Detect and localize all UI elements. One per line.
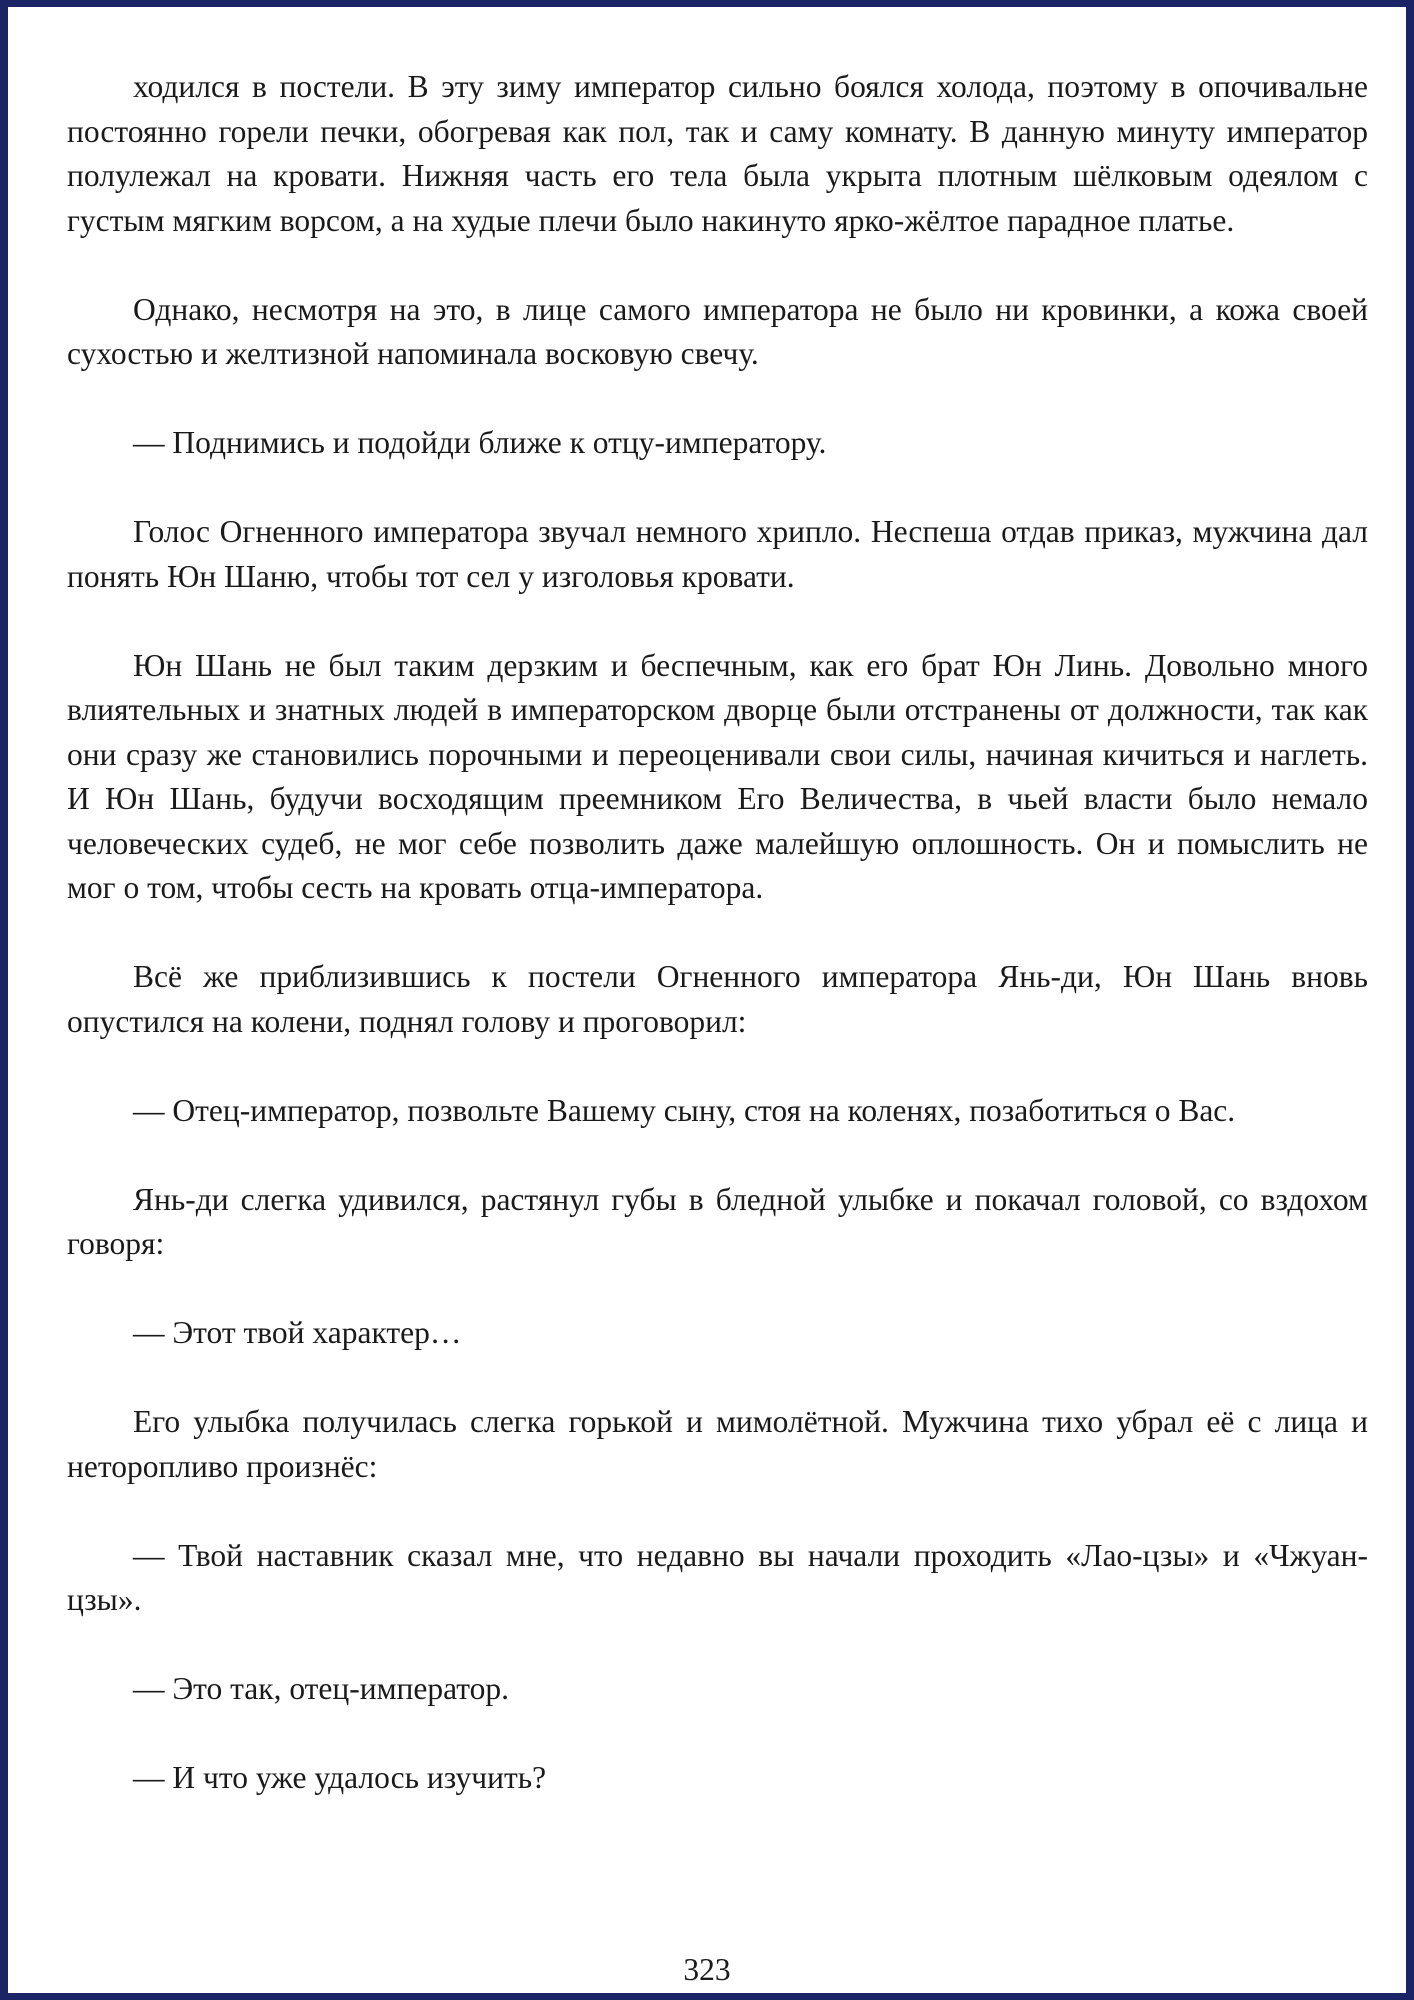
page-number: 323 <box>683 1952 731 1987</box>
dialogue-line: — Отец-император, позвольте Вашему сыну, стоя на коленях, позаботиться о Вас. <box>133 1092 1236 1128</box>
paragraph: Юн Шань не был таким дерзким и беспечным, как его брат Юн Линь. Довольно много влиятельных и знатных людей в императорском дворце были отстранены от должности, так как они сразу же становились порочными и переоценивали свои силы, начиная кичиться и наглеть. И Юн Шань, будучи восходящим преемником Его Величества, в чьей власти было немало человеческих судеб, не мог себе позволить даже малейшую оплошность. Он и помыслить не мог о том, чтобы сесть на кровать отца-императора. <box>67 647 1368 905</box>
dialogue-line: — Это так, отец-император. <box>133 1671 510 1706</box>
dialogue-line: — Поднимись и подойди ближе к отцу-императору. <box>133 425 827 460</box>
dialogue-line: — Этот твой характер… <box>133 1315 462 1350</box>
book-page <box>8 7 1406 1993</box>
paragraph: ходился в постели. В эту зиму император сильно боялся холода, поэтому в опочивальне постоянно горели печки, обогревая как пол, так и саму комнату. В данную минуту император полулежал на кровати. Нижняя часть его тела была укрыта плотным шёлковым одеялом с густым мягким ворсом, а на худые плечи было накинуто ярко-жёлтое парадное платье. <box>67 69 1368 238</box>
paragraph: Его улыбка получилась слегка горькой и мимолётной. Мужчина тихо убрал её с лица и неторопливо произнёс: <box>67 1404 1368 1484</box>
paragraph: Однако, несмотря на это, в лице самого императора не было ни кровинки, а кожа своей сухостью и желтизной напоминала восковую свечу. <box>67 291 1368 371</box>
paragraph: Янь-ди слегка удивился, растянул губы в бледной улыбке и покачал головой, со вздохом говоря: <box>67 1181 1368 1261</box>
paragraph: Всё же приблизившись к постели Огненного императора Янь-ди, Юн Шань вновь опустился на колени, поднял голову и проговорил: <box>67 959 1368 1039</box>
dialogue-line: — Твой наставник сказал мне, что недавно вы начали проходить «Лао-цзы» и «Чжуан-цзы». <box>67 1537 1368 1617</box>
body-text <box>67 65 1368 1801</box>
dialogue-line: — И что уже удалось изучить? <box>133 1760 547 1795</box>
paragraph: Голос Огненного императора звучал немного хрипло. Неспеша отдав приказ, мужчина дал понять Юн Шаню, чтобы тот сел у изголовья кровати. <box>67 514 1368 594</box>
